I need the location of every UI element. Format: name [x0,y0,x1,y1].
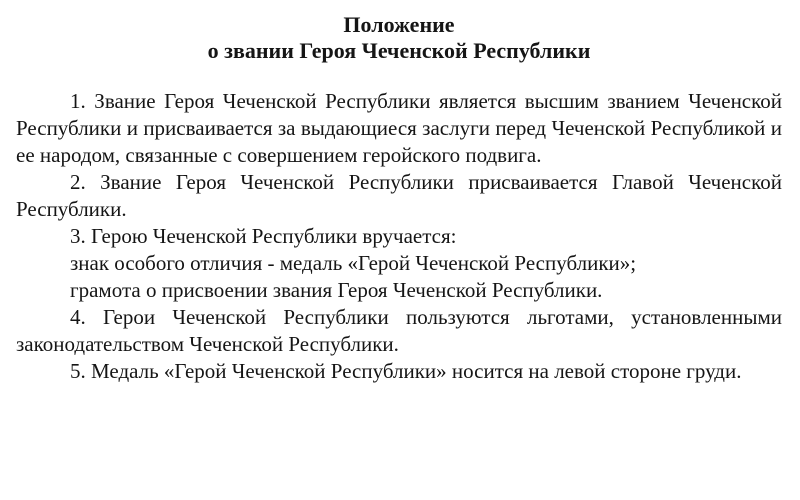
document-header [16,12,782,64]
document-body [16,88,782,385]
document-subtitle: о звании Героя Чеченской Республики [207,38,591,63]
paragraph-3: 3. Герою Чеченской Республики вручается: [70,224,457,248]
paragraph-4: 4. Герои Чеченской Республики пользуются льготами, установленными законодательством Чеченской Республики. [16,305,782,356]
paragraph-1: 1. Звание Героя Чеченской Республики является высшим званием Чеченской Республики и присваивается за выдающиеся заслуги перед Чеченской Республикой и ее народом, связанные с совершением геройского подвига. [16,89,782,167]
paragraph-5: 5. Медаль «Герой Чеченской Республики» носится на левой стороне груди. [70,359,742,383]
paragraph-2: 2. Звание Героя Чеченской Республики присваивается Главой Чеченской Республики. [16,170,782,221]
paragraph-3-item-medal: знак особого отличия - медаль «Герой Чеченской Республики»; [70,251,637,275]
document-title: Положение [343,12,455,37]
paragraph-3-item-certificate: грамота о присвоении звания Героя Чеченской Республики. [70,278,603,302]
